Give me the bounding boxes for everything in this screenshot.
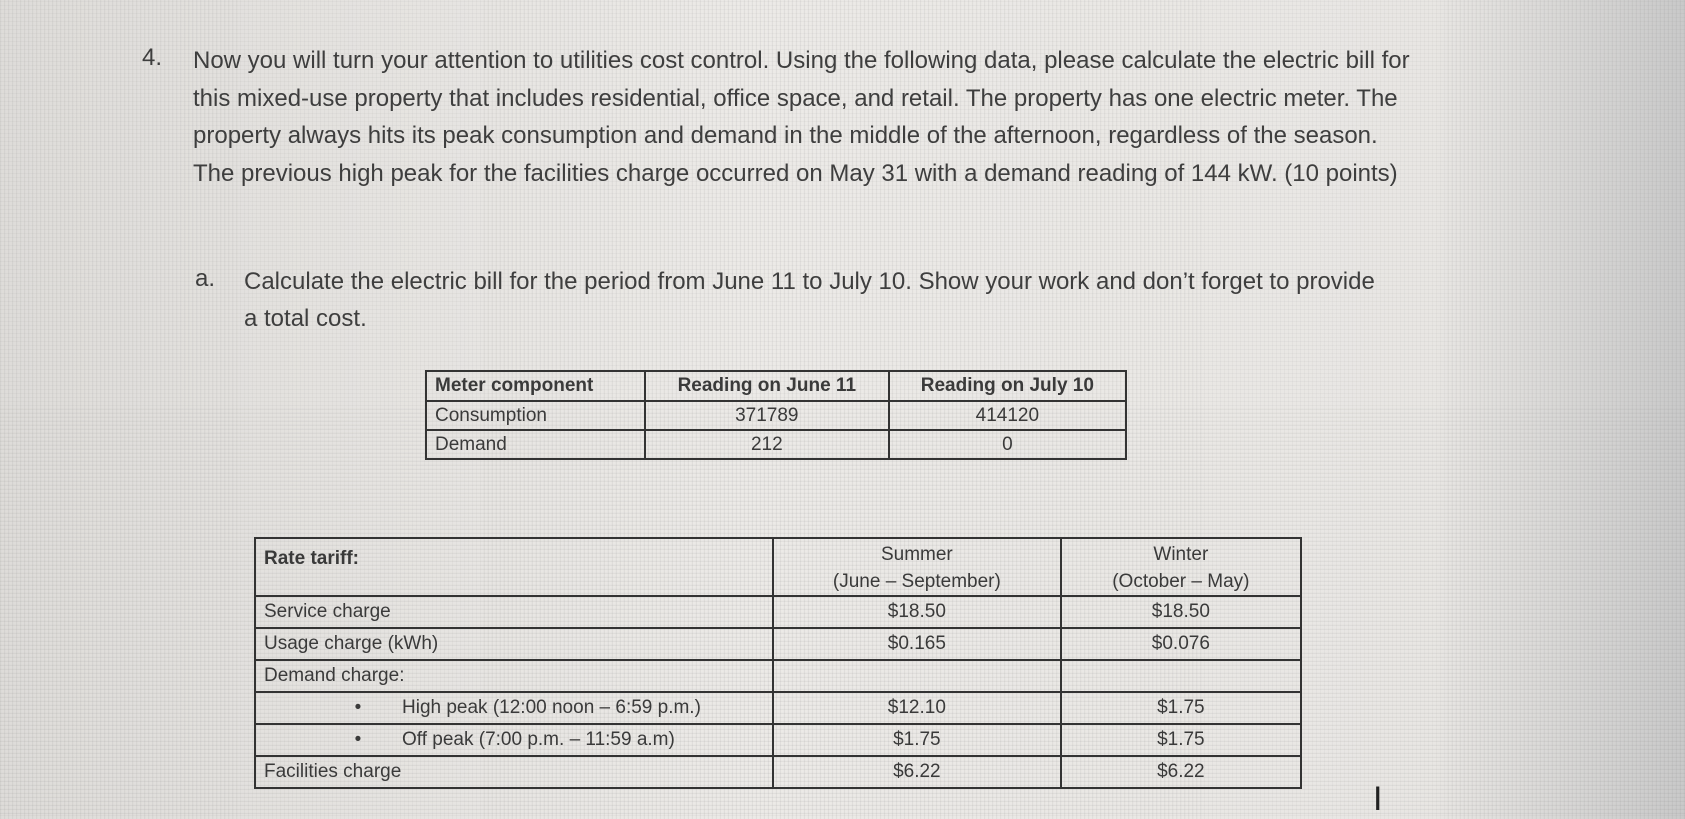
subquestion-letter: a. bbox=[195, 265, 216, 292]
summer-value bbox=[773, 660, 1061, 692]
summer-value: $0.165 bbox=[773, 628, 1061, 660]
table-header-row bbox=[255, 538, 1301, 596]
row-label-text: Off peak (7:00 p.m. – 11:59 a.m) bbox=[402, 729, 675, 750]
row-label: Service charge bbox=[255, 596, 773, 628]
row-label-text: High peak (12:00 noon – 6:59 p.m.) bbox=[402, 697, 701, 718]
text-cursor-icon: I bbox=[1373, 780, 1383, 818]
summer-header bbox=[773, 538, 1061, 596]
table-row bbox=[255, 596, 1301, 628]
rate-tariff-label: Rate tariff: bbox=[255, 538, 773, 596]
row-label-indented bbox=[255, 692, 773, 724]
table-row bbox=[255, 628, 1301, 660]
row-label: Usage charge (kWh) bbox=[255, 628, 773, 660]
column-header: Reading on July 10 bbox=[889, 371, 1126, 401]
winter-value bbox=[1061, 660, 1301, 692]
winter-value: $6.22 bbox=[1061, 756, 1301, 788]
row-label: Consumption bbox=[426, 401, 645, 430]
row-label-indented bbox=[255, 724, 773, 756]
table-row bbox=[426, 430, 1126, 459]
rate-tariff-table bbox=[254, 537, 1302, 789]
question-number: 4. bbox=[142, 44, 163, 71]
meter-reading-table bbox=[425, 370, 1127, 460]
table-row bbox=[255, 692, 1301, 724]
bullet-icon: • bbox=[354, 697, 362, 718]
winter-value: $0.076 bbox=[1061, 628, 1301, 660]
table-header-row bbox=[426, 371, 1126, 401]
summer-value: $6.22 bbox=[773, 756, 1061, 788]
table-row bbox=[255, 660, 1301, 692]
table-cell: 212 bbox=[645, 430, 889, 459]
summer-header-line2: (June – September) bbox=[832, 571, 1001, 592]
summer-header-line1: Summer bbox=[880, 544, 953, 565]
winter-header-line1: Winter bbox=[1153, 544, 1209, 565]
bullet-icon: • bbox=[354, 729, 362, 750]
column-header: Meter component bbox=[426, 371, 645, 401]
table-row bbox=[426, 401, 1126, 430]
table-row bbox=[255, 756, 1301, 788]
table-cell: 414120 bbox=[889, 401, 1126, 430]
question-text: Now you will turn your attention to utilities cost control. Using the following data, please calculate the electric bill for this mixed-use property that includes residential, office space, and retail. The property has one electric meter. The property always hits its peak consumption and demand in the middle of the afternoon, regardless of the season. The previous high peak for the facilities charge occurred on May 31 with a demand reading of 144 kW. (10 points) bbox=[193, 47, 1410, 187]
row-label: Demand bbox=[426, 430, 645, 459]
winter-header-line2: (October – May) bbox=[1112, 571, 1250, 592]
subquestion-text: Calculate the electric bill for the period from June 11 to July 10. Show your work and don’t forget to provide a total cost. bbox=[244, 268, 1375, 332]
column-header: Reading on June 11 bbox=[645, 371, 889, 401]
winter-value: $1.75 bbox=[1061, 692, 1301, 724]
winter-header bbox=[1061, 538, 1301, 596]
summer-value: $1.75 bbox=[773, 724, 1061, 756]
row-label: Facilities charge bbox=[255, 756, 773, 788]
summer-value: $12.10 bbox=[773, 692, 1061, 724]
table-cell: 0 bbox=[889, 430, 1126, 459]
table-row bbox=[255, 724, 1301, 756]
winter-value: $1.75 bbox=[1061, 724, 1301, 756]
table-cell: 371789 bbox=[645, 401, 889, 430]
summer-value: $18.50 bbox=[773, 596, 1061, 628]
row-label: Demand charge: bbox=[255, 660, 773, 692]
winter-value: $18.50 bbox=[1061, 596, 1301, 628]
